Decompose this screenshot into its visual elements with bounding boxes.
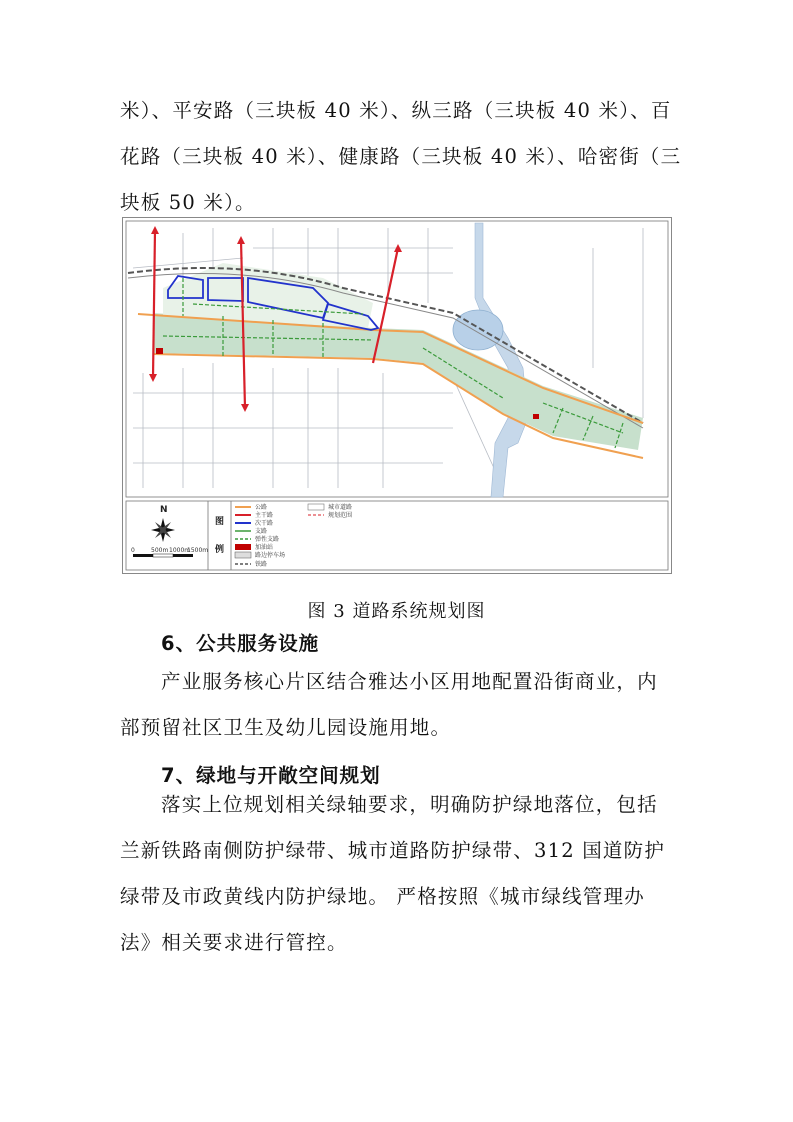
paragraph-line: 兰新铁路南侧防护绿带、城市道路防护绿带、312 国道防护 [120,839,666,862]
legend-item: 次干路 [255,520,274,527]
paragraph-line: 产业服务核心片区结合雅达小区用地配置沿街商业，内 [161,670,658,693]
figure-caption: 图 3 道路系统规划图 [307,601,486,622]
scale-label: 500m [151,547,169,554]
paragraph-line: 法》相关要求进行管控。 [120,931,348,954]
scale-label: 0 [131,547,135,554]
legend-item: 弹性支路 [255,536,280,543]
compass-label: N [160,505,168,515]
legend-item: 公路 [255,504,268,511]
paragraph-line: 部预留社区卫生及幼儿园设施用地。 [120,716,452,739]
legend-frame [126,501,668,570]
paragraph-line: 绿带及市政黄线内防护绿地。 严格按照《城市绿线管理办 [120,885,645,908]
paragraph-line: 花路（三块板 40 米）、健康路（三块板 40 米）、哈密街（三 [120,145,682,168]
section-heading-6: 6、公共服务设施 [161,632,320,655]
legend-title: 例 [215,545,225,555]
legend-item: 主干路 [255,512,274,519]
legend-item: 规划范围 [328,512,353,519]
section7-paragraph [120,782,675,966]
road-system-plan-figure [122,217,672,574]
paragraph-line: 米）、平安路（三块板 40 米）、纵三路（三块板 40 米）、百 [120,99,672,122]
legend-item: 城市道路 [328,504,353,511]
scale-label: 1000m [169,547,191,554]
legend-item: 路边停车场 [255,552,286,559]
section6-paragraph [120,659,675,751]
paragraph-line: 块板 50 米）。 [120,191,256,214]
legend-item: 支路 [255,528,268,535]
lake-water [453,310,503,350]
gas-station-marker [156,348,163,354]
intro-paragraph [120,88,682,226]
legend-item: 铁路 [255,561,268,568]
paragraph-line: 落实上位规划相关绿轴要求，明确防护绿地落位，包括 [161,793,658,816]
section-heading-7: 7、绿地与开敞空间规划 [161,764,381,787]
legend-item: 加油站 [255,544,274,551]
gas-station-marker [533,414,539,419]
road-map-svg [123,218,671,573]
legend-title: 图 [215,517,225,527]
scale-label: 1500m [187,547,209,554]
